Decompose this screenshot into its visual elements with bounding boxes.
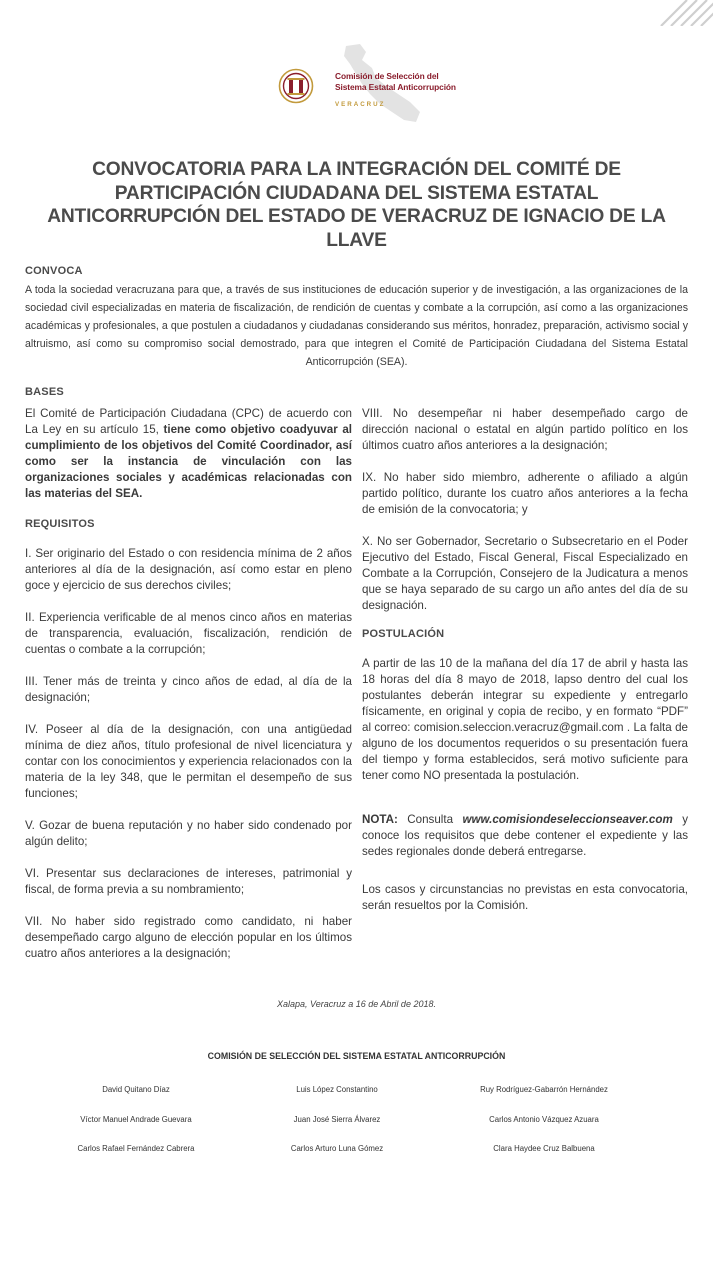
right-column: [362, 406, 688, 914]
requisito-item: [362, 534, 688, 614]
logo-line-2: Sistema Estatal Anticorrupción: [335, 82, 456, 92]
left-column: [25, 406, 352, 962]
requisito-item: [25, 722, 352, 802]
requisito-item: [362, 470, 688, 518]
requisitos-heading: REQUISITOS: [25, 518, 95, 530]
requisito-num: X.: [362, 535, 373, 548]
nota-label: NOTA:: [362, 813, 398, 826]
requisito-text: No desempeñar ni haber desempeñado cargo de dirección nacional o estatal en algún partido político en los últimos cuatro años anteriores a la designación;: [362, 407, 688, 452]
member-name: Clara Haydee Cruz Balbuena: [493, 1144, 595, 1153]
bases-text-bold: tiene como objetivo coadyuvar al cumplimiento de los objetivos del Comité Coordinador, así como ser la instancia de vinculación con las organizaciones sociales y académicas relacionadas con las materias del SEA.: [25, 423, 352, 500]
postulacion-heading: POSTULACIÓN: [362, 628, 445, 640]
seal-icon: [278, 68, 314, 104]
commission-logo: [276, 46, 466, 124]
requisito-text: Ser originario del Estado o con residencia mínima de 2 años anteriores al día de la designación, así como estar en pleno goce y ejercicio de sus derechos civiles;: [25, 547, 352, 592]
member-name: Carlos Arturo Luna Gómez: [290, 1144, 384, 1153]
bases-text-normal: El Comité de Participación Ciudadana (CPC) de acuerdo con La Ley en su artículo 15,: [25, 407, 352, 436]
convoca-text: A toda la sociedad veracruzana para que, a través de sus instituciones de educación superior y de investigación, a las organizaciones de la sociedad civil especializadas en materia de fiscalización, de rendición de cuentas y combate a la corrupción, así como a las organizaciones académicas y profesionales, a que postulen a ciudadanos y ciudadanas considerando sus méritos, honradez, preparación, activismo social y altruismo, así como su compromiso social demostrado, para que integren el Comité de Participación Ciudadana del Sistema Estatal Anticorrupción (SEA).: [25, 284, 688, 368]
requisito-text: Gozar de buena reputación y no haber sido condenado por algún delito;: [25, 819, 352, 848]
nota-post: y conoce los requisitos que debe contener el expediente y las sedes regionales donde deberá entregarse.: [362, 813, 688, 858]
requisito-text: Tener más de treinta y cinco años de edad, al día de la designación;: [25, 675, 352, 704]
requisito-item: [25, 674, 352, 706]
requisito-text: Experiencia verificable de al menos cinco años en materias de transparencia, evaluación, fiscalización, rendición de cuentas o combate a la corrupción;: [25, 611, 352, 656]
requisito-num: VIII.: [362, 407, 383, 420]
closing-text: Los casos y circunstancias no previstas en esta convocatoria, serán resueltos por la Comisión.: [362, 883, 688, 912]
convoca-heading: CONVOCA: [25, 265, 83, 277]
member-name: Juan José Sierra Álvarez: [293, 1115, 381, 1124]
member-name: Luis López Constantino: [296, 1085, 378, 1094]
requisito-text: No haber sido miembro, adherente o afiliado a algún partido político, durante los cuatro años anteriores a la fecha de emisión de la convocatoria; y: [362, 471, 688, 516]
requisito-item: [25, 914, 352, 962]
postulacion-text: A partir de las 10 de la mañana del día 17 de abril y hasta las 18 horas del día 8 mayo de 2018, lapso dentro del cual los postulantes deberán integrar su expediente y entregarlo físicamente, en original y copia de recibo, y en formato “PDF” al correo: comision.seleccion.veracruz@gmail.com . La falta de alguno de los documentos requeridos o su presentación fuera del tiempo y forma establecidos, será motivo suficiente para tener como NO presentada la postulación.: [362, 657, 688, 782]
member-name: David Quitano Díaz: [102, 1085, 170, 1094]
member-name: Carlos Antonio Vázquez Azuara: [489, 1115, 599, 1124]
requisito-item: [362, 406, 688, 454]
requisito-num: II.: [25, 611, 35, 624]
requisito-item: [25, 610, 352, 658]
nota-paragraph: [362, 812, 688, 860]
requisito-num: VI.: [25, 867, 40, 880]
requisito-num: IV.: [25, 723, 39, 736]
logo-line-1: Comisión de Selección del: [335, 71, 439, 81]
requisito-text: No haber sido registrado como candidato, ni haber desempeñado cargo alguno de elección popular en los últimos cuatro años anteriores a la designación;: [25, 915, 352, 960]
requisito-item: [25, 866, 352, 898]
member-name: Carlos Rafael Fernández Cabrera: [77, 1144, 195, 1153]
requisito-num: VII.: [25, 915, 43, 928]
bases-text: [25, 406, 352, 502]
corner-stripes-decoration: [653, 0, 713, 26]
commission-name: COMISIÓN DE SELECCIÓN DEL SISTEMA ESTATAL ANTICORRUPCIÓN: [207, 1051, 506, 1061]
requisito-text: No ser Gobernador, Secretario o Subsecretario en el Poder Ejecutivo del Estado, Fiscal General, Fiscal Especializado en Combate a la Corrupción, Consejero de la Judicatura a menos que se haya separado de su cargo un año antes del día de su designación.: [362, 535, 688, 612]
requisito-num: IX.: [362, 471, 377, 484]
page-title: CONVOCATORIA PARA LA INTEGRACIÓN DEL COMITÉ DE PARTICIPACIÓN CIUDADANA DEL SISTEMA ESTATAL ANTICORRUPCIÓN DEL ESTADO DE VERACRUZ DE IGNACIO DE LA LLAVE: [47, 159, 666, 251]
requisito-num: I.: [25, 547, 32, 560]
document-date: Xalapa, Veracruz a 16 de Abril de 2018.: [277, 999, 436, 1009]
member-name: Víctor Manuel Andrade Guevara: [80, 1115, 192, 1124]
logo-line-3: VERACRUZ: [335, 101, 386, 108]
requisito-item: [25, 818, 352, 850]
requisito-item: [25, 546, 352, 594]
nota-pre: Consulta: [397, 813, 463, 826]
bases-heading: BASES: [25, 386, 64, 398]
requisito-text: Poseer al día de la designación, con una antigüedad mínima de diez años, título profesional de nivel licenciatura y contar con los conocimientos y experiencia relacionados con la materia de la ley 348, que le permitan el desempeño de sus funciones;: [25, 723, 352, 800]
requisito-num: V.: [25, 819, 35, 832]
nota-link[interactable]: www.comisiondeseleccionseaver.com: [462, 813, 673, 826]
requisito-text: Presentar sus declaraciones de intereses, patrimonial y fiscal, de forma previa a su nombramiento;: [25, 867, 352, 896]
requisito-num: III.: [25, 675, 38, 688]
member-name: Ruy Rodríguez-Gabarrón Hernández: [480, 1085, 608, 1094]
